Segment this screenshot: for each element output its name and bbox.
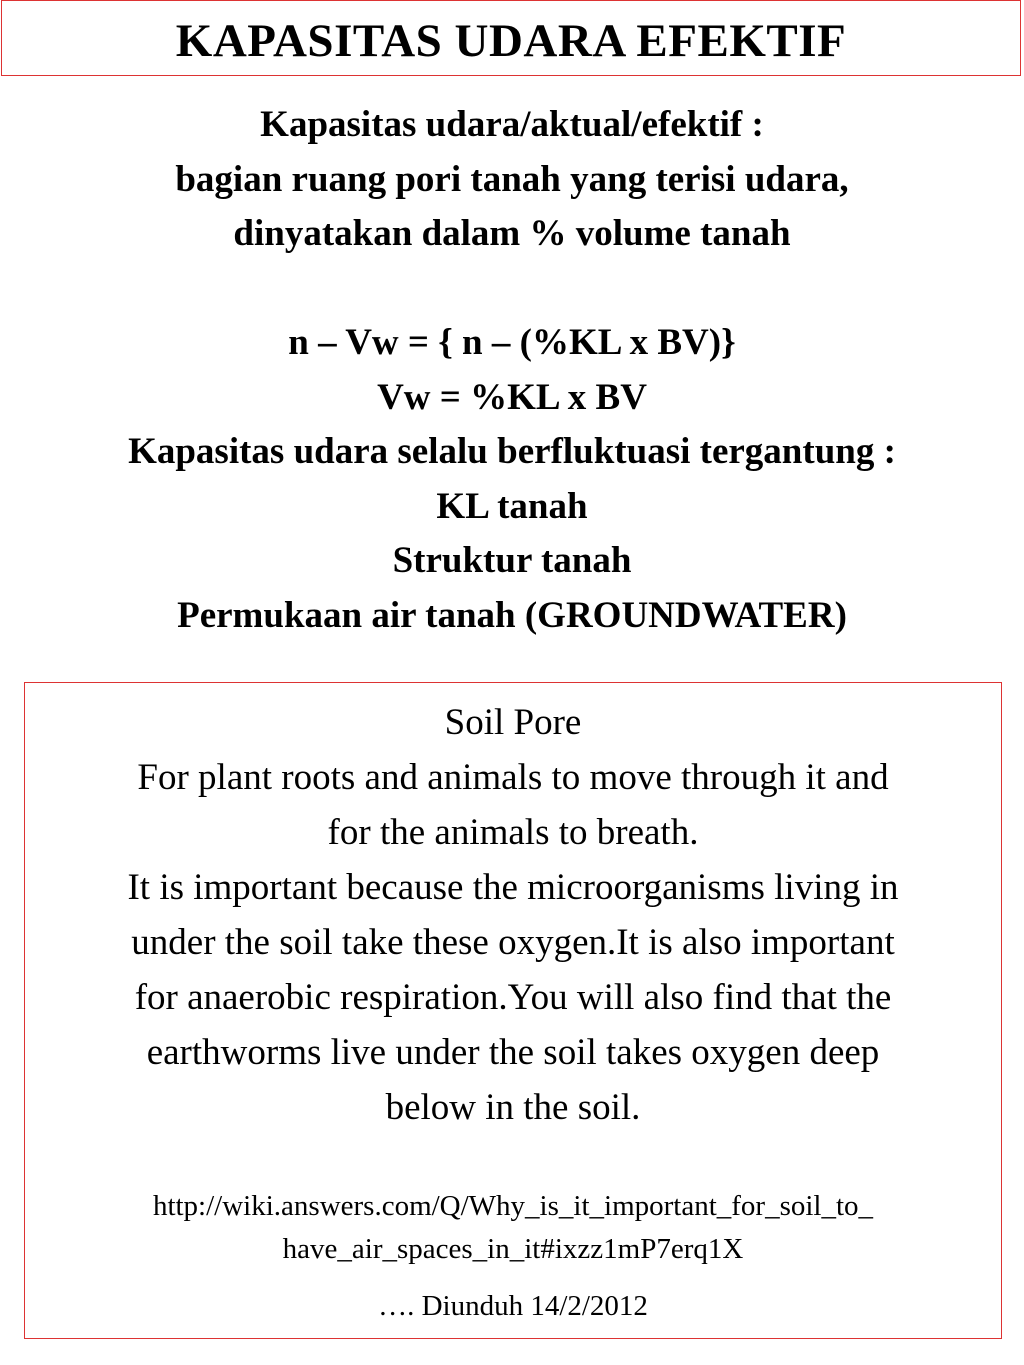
quote-line: for anaerobic respiration.You will also find that the	[134, 977, 892, 1018]
definition-line-3: dinyatakan dalam % volume tanah	[233, 213, 791, 254]
quote-line: for the animals to breath.	[327, 812, 699, 853]
title-box	[1, 0, 1021, 76]
formula-2: Vw = %KL x BV	[377, 376, 647, 418]
quote-box	[24, 682, 1002, 1339]
formula-1: n – Vw = { n – (%KL x BV)}	[288, 322, 736, 363]
definition-line-1: Kapasitas udara/aktual/efektif :	[260, 104, 764, 145]
factor-item: KL tanah	[436, 485, 588, 527]
source-url-line-2[interactable]: have_air_spaces_in_it#ixzz1mP7erq1X	[282, 1233, 744, 1265]
quote-line: For plant roots and animals to move through it and	[137, 757, 889, 798]
factor-item: Permukaan air tanah (GROUNDWATER)	[177, 594, 847, 636]
source-url-line-1[interactable]: http://wiki.answers.com/Q/Why_is_it_important_for_soil_to_	[152, 1190, 874, 1222]
factor-item: Struktur tanah	[392, 540, 632, 581]
quote-line: below in the soil.	[385, 1087, 641, 1128]
quote-line: It is important because the microorganisms living in	[127, 867, 899, 908]
downloaded-date: …. Diunduh 14/2/2012	[378, 1290, 648, 1322]
definition-line-2: bagian ruang pori tanah yang terisi udara,	[175, 158, 849, 200]
quote-body	[25, 683, 1001, 1328]
quote-line: earthworms live under the soil takes oxygen deep	[146, 1032, 880, 1073]
page-title: KAPASITAS UDARA EFEKTIF	[175, 15, 847, 67]
source-url[interactable]	[35, 1185, 991, 1271]
spacer	[0, 262, 1024, 317]
factors-heading: Kapasitas udara selalu berfluktuasi tergantung :	[128, 431, 896, 472]
quote-line: under the soil take these oxygen.It is also important	[131, 922, 895, 963]
definition-section	[0, 98, 1024, 643]
quote-heading: Soil Pore	[444, 702, 582, 743]
